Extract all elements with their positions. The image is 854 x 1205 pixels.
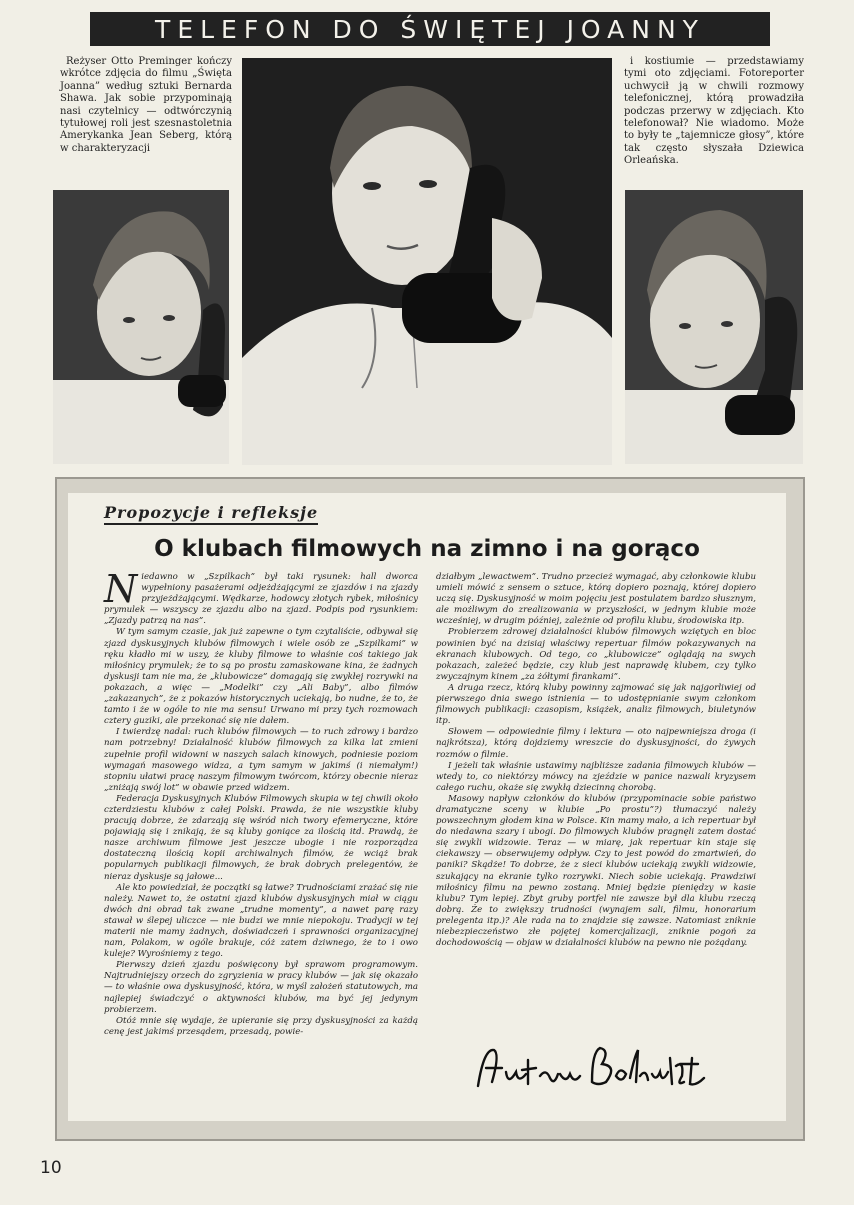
- article-headline: O klubach filmowych na zimno i na gorąco: [154, 536, 700, 562]
- section-rubric: Propozycje i refleksje: [104, 503, 318, 525]
- photo-center: [242, 58, 612, 465]
- paragraph-text: iedawno w „Szpilkach” był taki rysunek: hall dworca wypełniony pasażerami odjeżdżającymi ze zjazdów i na zjazdy przyjeżdżającymi. Wędkarze, hodowcy złotych rybek, miłośnicy prymulek — wszyscy ze zjazdu albo na zjazd. Podpis pod rysunkiem: „Zjazdy patrzą na nas”.: [104, 572, 418, 627]
- paragraph: działbym „lewactwem”. Trudno przecież wymagać, aby członkowie klubu umieli mówić z sensem o sztuce, którą dopiero poznają, której dopiero uczą się. Dyskusyjność w moim pojęciu jest postulatem bardzo słusznym, ale możliwym do zrealizowania w przyszłości, w jednym klubie może wcześniej, w drugim później, zależnie od profilu klubu, środowiska itp.: [436, 572, 756, 627]
- caption-left-text: Reżyser Otto Preminger kończy wkrótce zdjęcia do filmu „Święta Joanna” według sztuki Bernarda Shawa. Jak sobie przypominają nasi czytelnicy — odtwórczynią tytułowej roli jest szesnastoletnia Amerykanka Jean Seberg, którą w charakteryzacji: [60, 56, 232, 154]
- paragraph: A druga rzecz, którą kluby powinny zajmować się jak najgorliwiej od pierwszego dnia swego istnienia — to udostępnianie swym członkom filmowych publikacji: czasopism, książek, analiz filmowych, biuletynów itp.: [436, 682, 756, 727]
- paragraph: Probierzem zdrowej działalności klubów filmowych wziętych en bloc powinien być na dzisiaj właściwy repertuar filmów pokazywanych na ekranach klubowych. Od tego, co „klubowicze” oglądają na swych pokazach, zależeć będzie, czy klub jest naprawdę klubem, czy tylko zwyczajnym kinem „za żółtymi firankami”.: [436, 627, 756, 682]
- paragraph: Ale kto powiedział, że początki są łatwe? Trudnościami zrażać się nie należy. Nawet to, że ostatni zjazd klubów dyskusyjnych miał w ciągu dwóch dni obrad tak zwane „trudne momenty”, a nawet parę razy stawał w ślepej uliczce — nie budzi we mnie niepokoju. Tradycji w tej materii nie mamy żadnych, doświadczeń i sprawności organizacyjnej nam, Polakom, w ogóle brakuje, cóż zatem dziwnego, że to i owo kuleje? Wyrośniemy z tego.: [104, 882, 418, 960]
- page-title: TELEFON DO ŚWIĘTEJ JOANNY: [90, 12, 770, 46]
- paragraph: Federacja Dyskusyjnych Klubów Filmowych skupia w tej chwili około czterdziestu klubów z całej Polski. Prawda, że nie wszystkie kluby pracują dobrze, że zdarzają się wśród nich twory efemeryczne, które pojawiają się i znikają, że są kluby goniące za ilością itd. Prawdą, że nasze archiwum filmowe jest jeszcze ubogie i nie rozporządza dostateczną ilością kopii archiwalnych filmów, że wciąż brak popularnych publikacji filmowych, że brak dobrych prelegentów, że nieraz dyskusje są jałowe...: [104, 793, 418, 882]
- article-column-1: [104, 567, 418, 1038]
- photo-right: [625, 190, 803, 464]
- paragraph: I jeżeli tak właśnie ustawimy najbliższe zadania filmowych klubów — wtedy to, co niektórzy mówcy na zjeździe w panice nazwali kryzysem całego ruchu, okaże się zwykłą dziecinną chorobą.: [436, 760, 756, 793]
- paragraph: Pierwszy dzień zjazdu poświęcony był sprawom programowym. Najtrudniejszy orzech do zgryzienia w pracy klubów — jak się okazało — to właśnie owa dyskusyjność, która, w myśl założeń statutowych, ma najlepiej świadczyć o aktywności klubów, ma być jej jedynym probierzem.: [104, 960, 418, 1015]
- paragraph: I twierdzę nadal: ruch klubów filmowych — to ruch zdrowy i bardzo nam potrzebny! Działalność klubów filmowych za kilka lat zmieni zupełnie profil widowni w naszych salach kinowych, podniesie poziom wymagań masowego widza, a tym samym w jakimś (i niemałym!) stopniu ułatwi pracę naszym filmowym twórcom, którzy obecnie nieraz „zniżają swój lot” w obawie przed widzem.: [104, 727, 418, 793]
- paragraph: W tym samym czasie, jak już zapewne o tym czytaliście, odbywał się zjazd dyskusyjnych klubów filmowych i wiele osób ze „Szpilkami” w ręku kładło mi w uszy, że kluby filmowe to właśnie coś takiego jak miłośnicy prymulek; że to są po prostu zamaskowane kina, że żadnych dyskusji tam nie ma, że „klubowicze” domagają się zwykłej rozrywki na pokazach, a więc — „Modelki” czy „Ali Baby”, albo filmów „zakazanych”, że z pokazów historycznych uciekają, bo nudne, że to, że tamto i że w ogóle to nie ma sensu! Urwano mi przy tych rozmowach cztery guziki, ale przekonać się nie dałem.: [104, 627, 418, 727]
- paragraph: [104, 567, 418, 627]
- caption-right-text: i kostiumie — przedstawiamy tymi oto zdjęciami. Fotoreporter uchwycił ją w chwili rozmowy telefonicznej, którą prowadziła podczas przerwy w zdjęciach. Kto telefonował? Nie wiadomo. Może to były te „tajemnicze głosy”, które tak często słyszała Dziewica Orleańska.: [624, 56, 804, 167]
- paragraph: Masowy napływ członków do klubów (przypominacie sobie państwo dramatyczne sceny w klubie „Po prostu”?) tłumaczyć należy powszechnym głodem kina w Polsce. Kin mamy mało, a ich repertuar był do niedawna szary i ubogi. Do filmowych klubów pragnęli zatem dostać się zwykli widzowie. Teraz — w miarę, jak repertuar kin staje się ciekawszy — obserwujemy odpływ. Czy to jest powód do zmartwień, do paniki? Skądże! To dobrze, że z sieci klubów uciekają zwykli widzowie, szukający na ekranie tylko rozrywki. Niech sobie uciekają. Prawdziwi miłośnicy filmu na pewno zostaną. Mniej będzie pieniędzy w kasie klubu? Tym lepiej. Zbyt gruby portfel nie zawsze był dla klubu rzeczą dobrą. Że to zwiększy trudności (wynajem sali, filmu, honorarium prelegenta itp.)? Ale rada na to znajdzie się zawsze. Natomiast zniknie niebezpieczeństwo złe pojętej komercjalizacji, zniknie pogoń za dochodowością — objaw w działalności klubów na pewno nie pożądany.: [436, 793, 756, 949]
- photo-caption-left: [60, 56, 232, 155]
- photo-left: [53, 190, 229, 464]
- author-signature: [470, 1038, 720, 1100]
- page-number: 10: [40, 1158, 62, 1178]
- drop-cap: N: [104, 567, 138, 611]
- article-column-2: [436, 572, 756, 949]
- paragraph: Słowem — odpowiednie filmy i lektura — oto najpewniejsza droga (i najkrótsza), którą dojdziemy wreszcie do dyskusyjności, do żywych rozmów o filmie.: [436, 727, 756, 760]
- paragraph: Otóż mnie się wydaje, że upieranie się przy dyskusyjności za każdą cenę jest jakimś przesądem, przesadą, powie-: [104, 1015, 418, 1037]
- photo-caption-right: [624, 56, 804, 168]
